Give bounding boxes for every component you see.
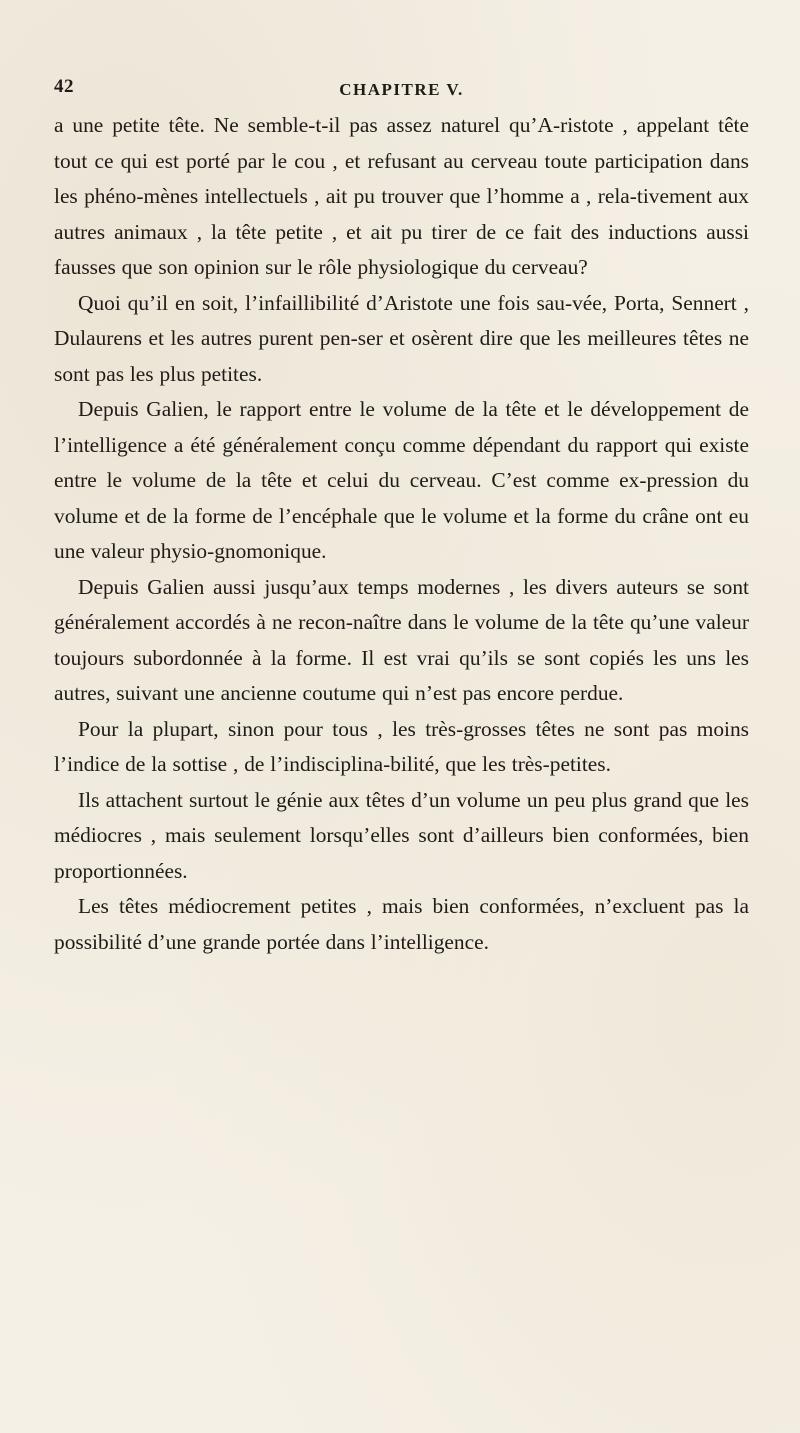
chapter-title: CHAPITRE V. xyxy=(339,80,464,99)
paragraph: Depuis Galien, le rapport entre le volume de la tête et le développement de l’intelligence a été généralement conçu comme dépendant du rapport qui existe entre le volume de la tête et celui du cerveau. C’est comme ex-pression du volume et de la forme de l’encéphale que le volume et la forme du crâne ont eu une valeur physio-gnomonique. xyxy=(54,397,749,563)
paragraph: a une petite tête. Ne semble-t-il pas assez naturel qu’A-ristote , appelant tête tout ce qui est porté par le cou , et refusant au cerveau toute participation dans les phéno-mènes intellectuels , ait pu trouver que l’homme a , rela-tivement aux autres animaux , la tête petite , et ait pu tirer de ce fait des inductions aussi fausses que son opinion sur le rôle physiologique du cerveau? xyxy=(54,113,749,279)
body-text xyxy=(54,108,749,960)
paragraph: Ils attachent surtout le génie aux têtes d’un volume un peu plus grand que les médiocres , mais seulement lorsqu’elles sont d’ailleurs bien conformées, bien proportionnées. xyxy=(54,787,749,883)
paragraph: Quoi qu’il en soit, l’infaillibilité d’Aristote une fois sau-vée, Porta, Sennert , Dulaurens et les autres purent pen-ser et osèrent dire que les meilleures têtes ne sont pas les plus petites. xyxy=(54,290,749,386)
running-header xyxy=(54,76,749,106)
paragraph: Les têtes médiocrement petites , mais bien conformées, n’excluent pas la possibilité d’une grande portée dans l’intelligence. xyxy=(54,894,749,954)
page-number: 42 xyxy=(54,76,74,97)
paragraph: Depuis Galien aussi jusqu’aux temps modernes , les divers auteurs se sont généralement accordés à ne recon-naître dans le volume de la tête qu’une valeur toujours subordonnée à la forme. Il est vrai qu’ils se sont copiés les uns les autres, suivant une ancienne coutume qui n’est pas encore perdue. xyxy=(54,574,749,705)
paragraph: Pour la plupart, sinon pour tous , les très-grosses têtes ne sont pas moins l’indice de la sottise , de l’indisciplina-bilité, que les très-petites. xyxy=(54,716,749,776)
